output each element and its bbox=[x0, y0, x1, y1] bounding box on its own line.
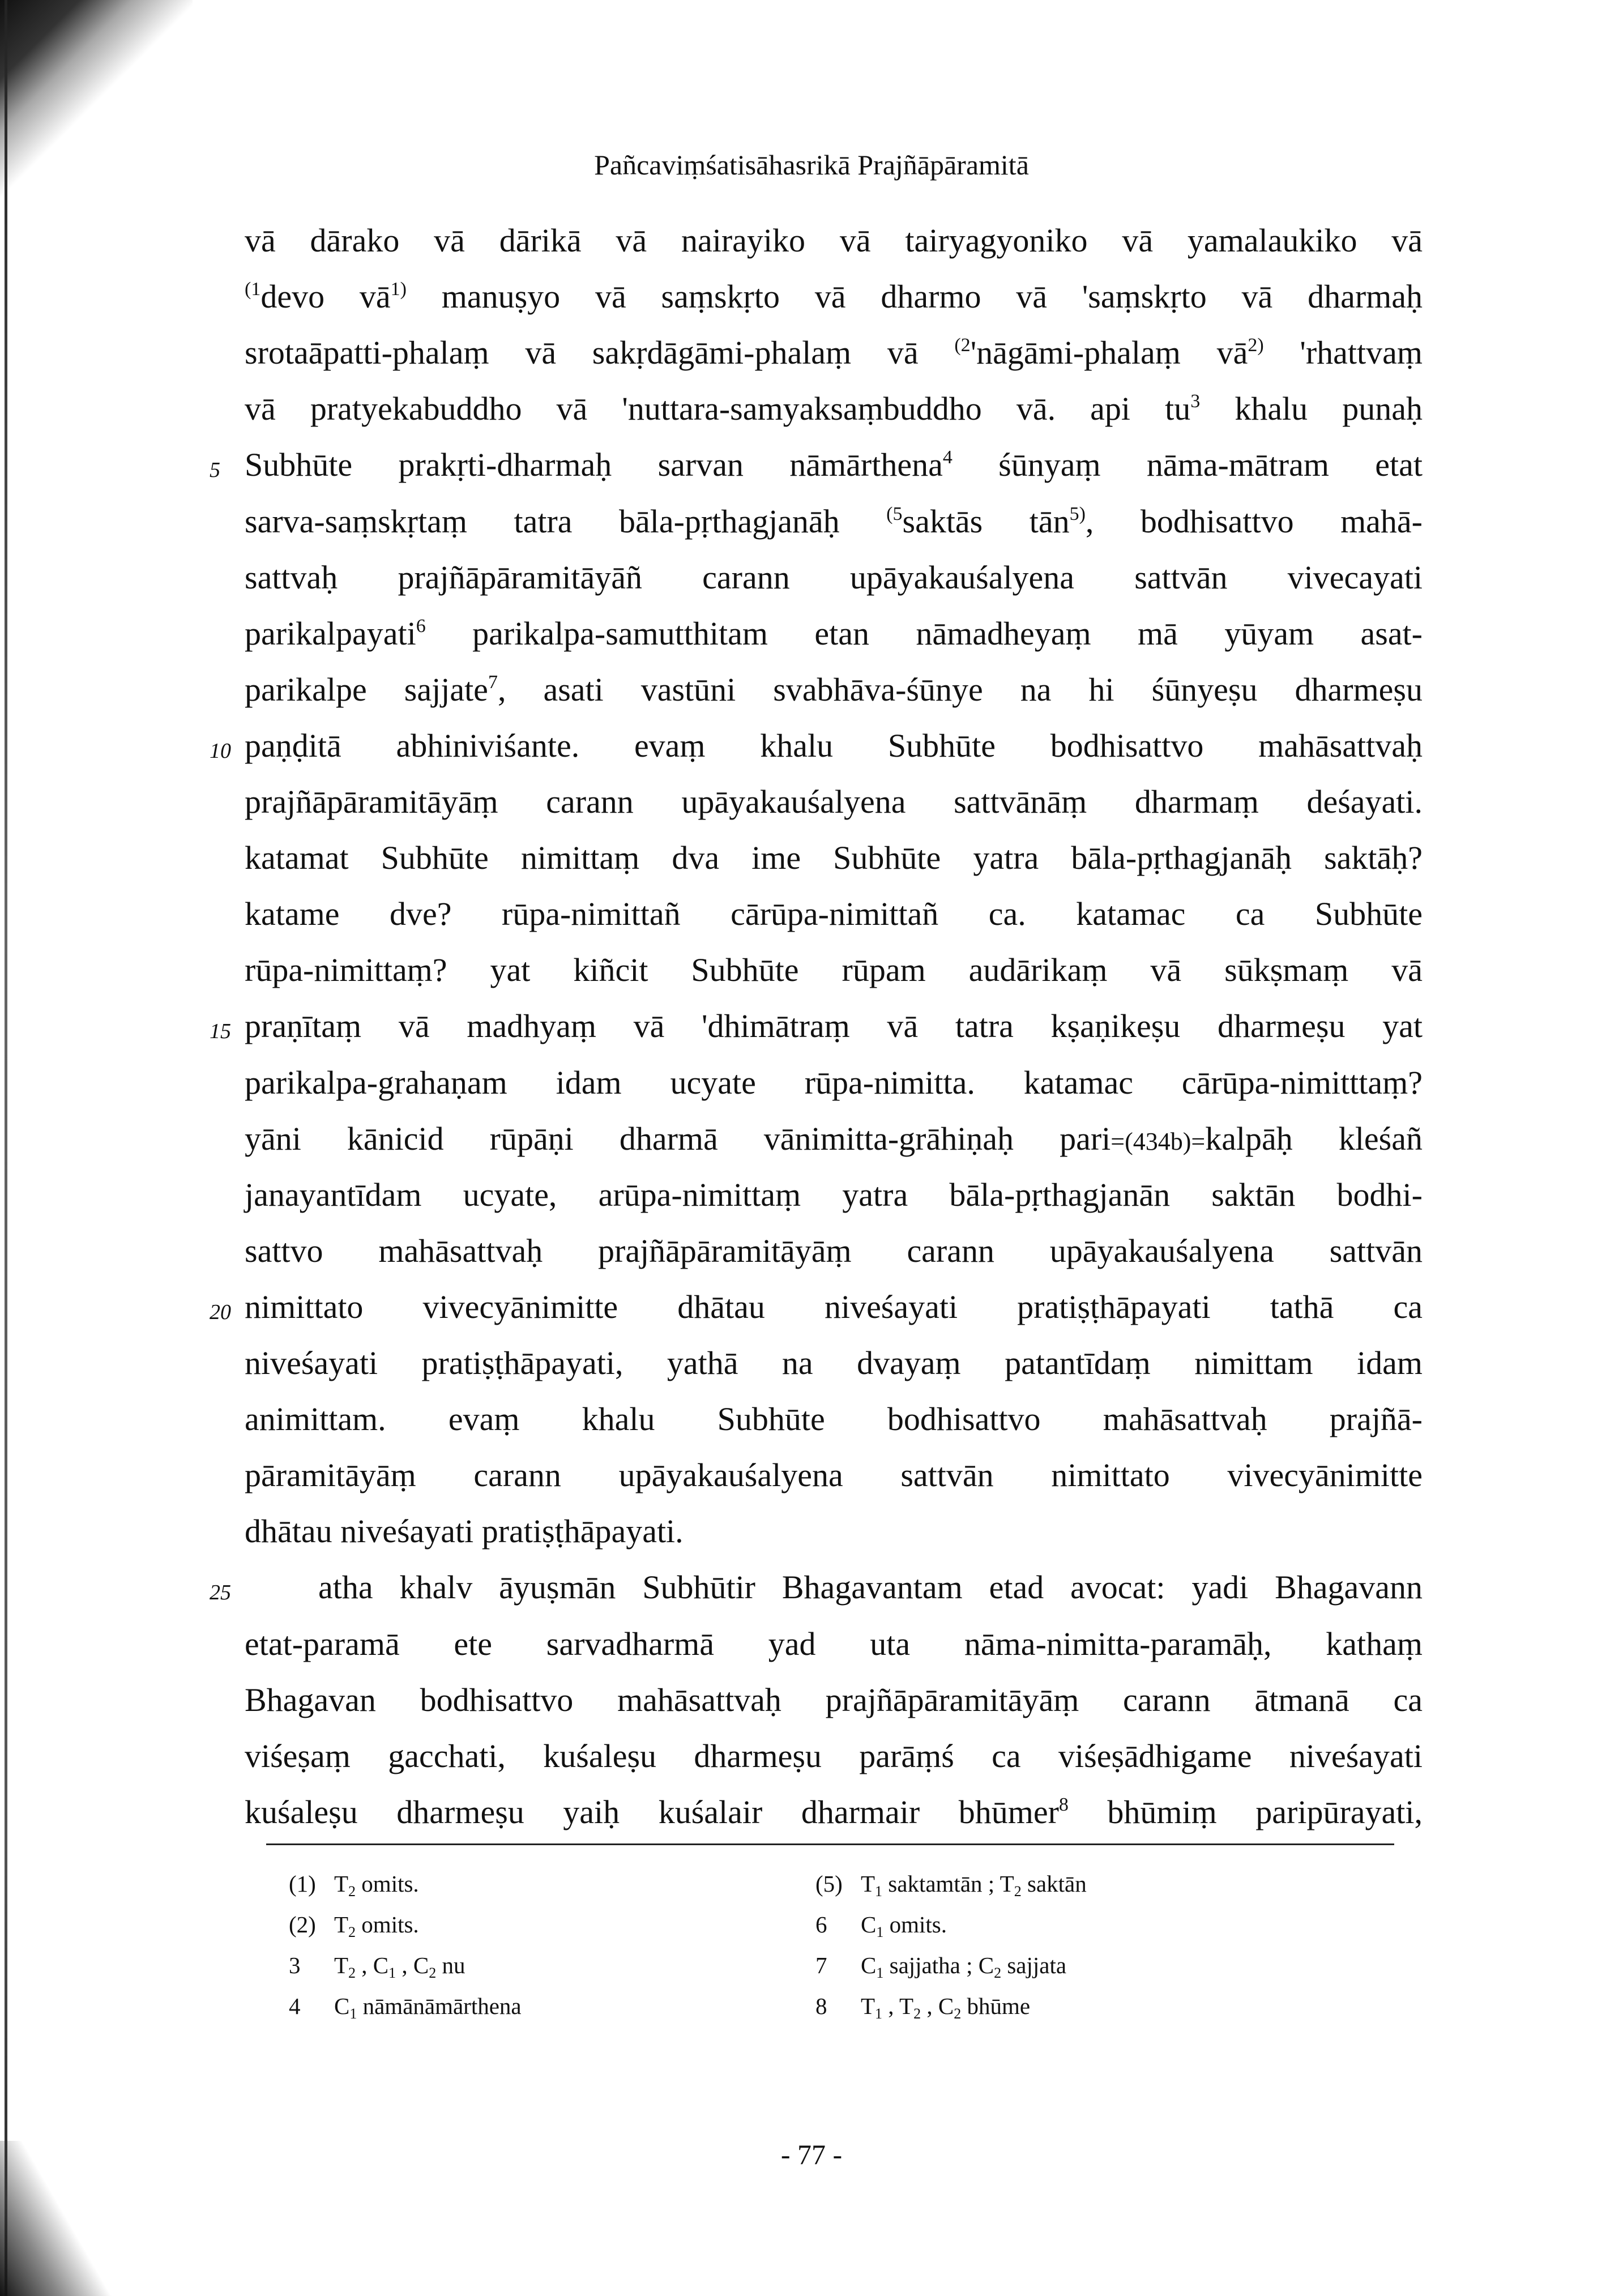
text-line bbox=[245, 1287, 1423, 1327]
footnote-number: (2) bbox=[289, 1911, 316, 1937]
text-run: parikalpa-samutthitam etan nāmadheyaṃ mā yūyam asat- bbox=[425, 614, 1423, 652]
footnote-marker: 8 bbox=[1058, 1794, 1069, 1815]
subscript: 2 bbox=[913, 2005, 921, 2022]
footnote-divider bbox=[266, 1843, 1394, 1845]
text-line bbox=[245, 1343, 1423, 1383]
footnote-marker: 3 bbox=[1190, 391, 1201, 412]
text-line bbox=[245, 1793, 1423, 1832]
text-line bbox=[245, 670, 1423, 710]
text-run: nu bbox=[436, 1952, 465, 1978]
line-number: 25 bbox=[210, 1581, 231, 1605]
text-run: viśeṣaṃ gacchati, kuśaleṣu dharmeṣu parāṃś ca viśeṣādhigame niveśayati bbox=[245, 1737, 1423, 1774]
text-run: niveśayati pratiṣṭhāpayati, yathā na dvayaṃ patantīdaṃ nimittam idam bbox=[245, 1345, 1423, 1381]
text-run: T bbox=[861, 1993, 875, 2019]
line-number: 10 bbox=[210, 739, 231, 763]
footnote-marker: 4 bbox=[942, 447, 953, 468]
text-line bbox=[245, 782, 1423, 822]
binding-shadow-top bbox=[0, 0, 193, 249]
text-run: manuṣyo vā saṃskṛto vā dharmo vā 'saṃskṛto vā dharmaḥ bbox=[406, 278, 1423, 315]
text-run: parikalpayati bbox=[245, 614, 416, 652]
subscript: 1 bbox=[349, 2005, 357, 2022]
footnote-marker: (1 bbox=[245, 279, 261, 300]
subscript: 2 bbox=[429, 1965, 437, 1981]
text-run: sajjatha ; C bbox=[883, 1952, 994, 1978]
text-line bbox=[245, 950, 1423, 990]
text-run: sattvaḥ prajñāpāramitāyāñ carann upāyakauśalyena sattvān vivecayati bbox=[245, 558, 1423, 596]
text-line bbox=[245, 445, 1423, 485]
footnote-marker: 5) bbox=[1069, 503, 1086, 524]
text-line bbox=[245, 1624, 1423, 1664]
text-run: Bhagavan bodhisattvo mahāsattvaḥ prajñāpāramitāyāṃ carann ātmanā ca bbox=[245, 1681, 1423, 1718]
text-run: paṇḍitā abhiniviśante. evaṃ khalu Subhūte bodhisattvo mahāsattvaḥ bbox=[245, 727, 1423, 764]
text-line bbox=[245, 1512, 1423, 1551]
text-line bbox=[245, 558, 1423, 598]
line-number: 15 bbox=[210, 1019, 231, 1044]
subscript: 2 bbox=[348, 1924, 356, 1940]
text-run: vā pratyekabuddho vā 'nuttara-samyaksaṃbuddho vā. api tu bbox=[245, 390, 1191, 428]
text-run: dhātau niveśayati pratiṣṭhāpayati. bbox=[245, 1513, 684, 1550]
line-number: 5 bbox=[210, 458, 220, 483]
subscript: 1 bbox=[388, 1965, 396, 1981]
text-line bbox=[245, 726, 1423, 766]
footnote bbox=[289, 1911, 419, 1938]
subscript: 1 bbox=[876, 1924, 884, 1940]
text-run: sattvo mahāsattvaḥ prajñāpāramitāyāṃ carann upāyakauśalyena sattvān bbox=[245, 1232, 1423, 1269]
text-run: khalu punaḥ bbox=[1200, 390, 1423, 428]
text-run: animittam. evaṃ khalu Subhūte bodhisattvo mahāsattvaḥ prajñā- bbox=[245, 1401, 1423, 1438]
footnote-number: 4 bbox=[289, 1993, 301, 2019]
footnote bbox=[815, 1992, 1030, 2020]
line-number: 20 bbox=[210, 1300, 231, 1324]
subscript: 2 bbox=[348, 1883, 356, 1900]
text-run: omits. bbox=[883, 1911, 947, 1937]
text-run: katame dve? rūpa-nimittañ cārūpa-nimittañ ca. katamac ca Subhūte bbox=[245, 895, 1423, 933]
text-line bbox=[245, 277, 1423, 317]
text-run: yāni kānicid rūpāṇi dharmā vānimitta-grāhiṇaḥ pari bbox=[245, 1120, 1111, 1157]
text-run: kalpāḥ kleśañ bbox=[1205, 1120, 1423, 1157]
text-line bbox=[245, 894, 1423, 934]
text-line bbox=[245, 1568, 1423, 1607]
text-run: katamat Subhūte nimittaṃ dva ime Subhūte yatra bāla-pṛthagjanāḥ saktāḥ? bbox=[245, 839, 1423, 877]
text-run: sajjata bbox=[1001, 1952, 1067, 1978]
running-header: Pañcaviṃśatisāhasrikā Prajñāpāramitā bbox=[594, 149, 1029, 181]
text-run: 'rhattvaṃ bbox=[1263, 334, 1423, 372]
footnote-number: (5) bbox=[815, 1871, 843, 1897]
text-run: praṇītaṃ vā madhyaṃ vā 'dhimātraṃ vā tatra kṣaṇikeṣu dharmeṣu yat bbox=[245, 1008, 1423, 1045]
text-run: C bbox=[861, 1952, 877, 1978]
subscript: 2 bbox=[954, 2005, 962, 2022]
footnote-marker: 2) bbox=[1248, 335, 1264, 356]
text-run: srotaāpatti-phalaṃ vā sakṛdāgāmi-phalaṃ vā bbox=[245, 334, 955, 372]
footnote bbox=[815, 1952, 1066, 1979]
text-line bbox=[245, 614, 1423, 654]
text-run: , C bbox=[396, 1952, 429, 1978]
footnote-number: 8 bbox=[815, 1993, 827, 2019]
text-run: omits. bbox=[356, 1911, 419, 1937]
text-run: pāramitāyāṃ carann upāyakauśalyena sattvān nimittato vivecyānimitte bbox=[245, 1457, 1423, 1494]
text-line bbox=[245, 1680, 1423, 1720]
text-run: etat-paramā ete sarvadharmā yad uta nāma-nimitta-paramāḥ, kathaṃ bbox=[245, 1625, 1423, 1662]
footnote-number: 6 bbox=[815, 1911, 827, 1937]
text-line bbox=[245, 1399, 1423, 1439]
text-line bbox=[245, 1006, 1423, 1046]
binding-edge bbox=[5, 0, 7, 2296]
text-line bbox=[245, 1456, 1423, 1495]
text-run: T bbox=[334, 1871, 349, 1897]
text-run: Subhūte prakṛti-dharmaḥ sarvan nāmārthena bbox=[245, 446, 943, 484]
text-line bbox=[245, 502, 1423, 541]
text-run: śūnyaṃ nāma-mātram etat bbox=[952, 446, 1423, 484]
text-line bbox=[245, 1736, 1423, 1776]
folio-reference: =(434b)= bbox=[1111, 1127, 1206, 1155]
text-run: C bbox=[861, 1911, 877, 1937]
text-run: T bbox=[334, 1952, 349, 1978]
subscript: 1 bbox=[875, 1883, 883, 1900]
text-line bbox=[245, 333, 1423, 373]
footnote-number: 7 bbox=[815, 1952, 827, 1978]
footnote-marker: (2 bbox=[954, 335, 971, 356]
text-line bbox=[245, 1119, 1423, 1159]
text-run: saktamtān ; T bbox=[882, 1871, 1014, 1897]
text-run: T bbox=[334, 1911, 349, 1937]
footnote bbox=[815, 1911, 947, 1938]
footnote-number: (1) bbox=[289, 1871, 316, 1897]
subscript: 2 bbox=[348, 1965, 356, 1981]
subscript: 1 bbox=[875, 2005, 883, 2022]
text-run: omits. bbox=[356, 1871, 419, 1897]
subscript: 2 bbox=[994, 1965, 1002, 1981]
text-run: , C bbox=[356, 1952, 389, 1978]
text-run: sarva-saṃskṛtaṃ tatra bāla-pṛthagjanāḥ bbox=[245, 502, 887, 540]
text-run: prajñāpāramitāyāṃ carann upāyakauśalyena sattvānāṃ dharmaṃ deśayati. bbox=[245, 783, 1423, 820]
text-run: , T bbox=[882, 1993, 914, 2019]
text-run: rūpa-nimittaṃ? yat kiñcit Subhūte rūpam audārikaṃ vā sūkṣmaṃ vā bbox=[245, 951, 1423, 989]
text-run: parikalpa-grahaṇam idam ucyate rūpa-nimitta. katamac cārūpa-nimitttaṃ? bbox=[245, 1064, 1423, 1101]
text-line bbox=[245, 1063, 1423, 1103]
text-run: bhūmiṃ paripūrayati, bbox=[1068, 1793, 1423, 1830]
subscript: 1 bbox=[876, 1965, 884, 1981]
text-line bbox=[245, 221, 1423, 261]
text-run: vā dārako vā dārikā vā nairayiko vā tairyagyoniko vā yamalaukiko vā bbox=[245, 222, 1423, 259]
text-run: T bbox=[861, 1871, 875, 1897]
text-run: devo vā bbox=[260, 278, 391, 315]
footnote-number: 3 bbox=[289, 1952, 301, 1978]
footnote bbox=[289, 1870, 419, 1900]
text-line bbox=[245, 389, 1423, 429]
text-line bbox=[245, 1231, 1423, 1271]
text-run: , asati vastūni svabhāva-śūnye na hi śūnyeṣu dharmeṣu bbox=[497, 671, 1423, 708]
text-run: saktās tān bbox=[902, 502, 1070, 540]
footnote bbox=[815, 1870, 1087, 1900]
text-run: nimittato vivecyānimitte dhātau niveśayati pratiṣṭhāpayati tathā ca bbox=[245, 1288, 1423, 1325]
text-line bbox=[245, 838, 1423, 878]
text-run: nāmānāmārthena bbox=[357, 1993, 522, 2019]
text-run: bhūme bbox=[961, 1993, 1031, 2019]
text-run: saktān bbox=[1021, 1871, 1087, 1897]
text-run: C bbox=[334, 1993, 350, 2019]
text-run: kuśaleṣu dharmeṣu yaiḥ kuśalair dharmair bhūmer bbox=[245, 1793, 1059, 1830]
footnote bbox=[289, 1952, 465, 1979]
subscript: 2 bbox=[1014, 1883, 1022, 1900]
text-run: parikalpe sajjate bbox=[245, 671, 488, 708]
text-run: janayantīdam ucyate, arūpa-nimittaṃ yatra bāla-pṛthagjanān saktān bodhi- bbox=[245, 1176, 1423, 1213]
footnote-marker: (5 bbox=[886, 503, 903, 524]
text-line bbox=[245, 1175, 1423, 1215]
text-run: 'nāgāmi-phalaṃ vā bbox=[970, 334, 1248, 372]
text-run: , bodhisattvo mahā- bbox=[1085, 502, 1423, 540]
footnote-marker: 7 bbox=[488, 671, 498, 693]
text-run: , C bbox=[921, 1993, 954, 2019]
footnote-marker: 1) bbox=[390, 279, 407, 300]
footnote bbox=[289, 1992, 522, 2020]
text-run: atha khalv āyuṣmān Subhūtir Bhagavantam etad avocat: yadi Bhagavann bbox=[318, 1569, 1423, 1606]
footnote-marker: 6 bbox=[416, 615, 426, 637]
page-number: - 77 - bbox=[780, 2139, 843, 2170]
